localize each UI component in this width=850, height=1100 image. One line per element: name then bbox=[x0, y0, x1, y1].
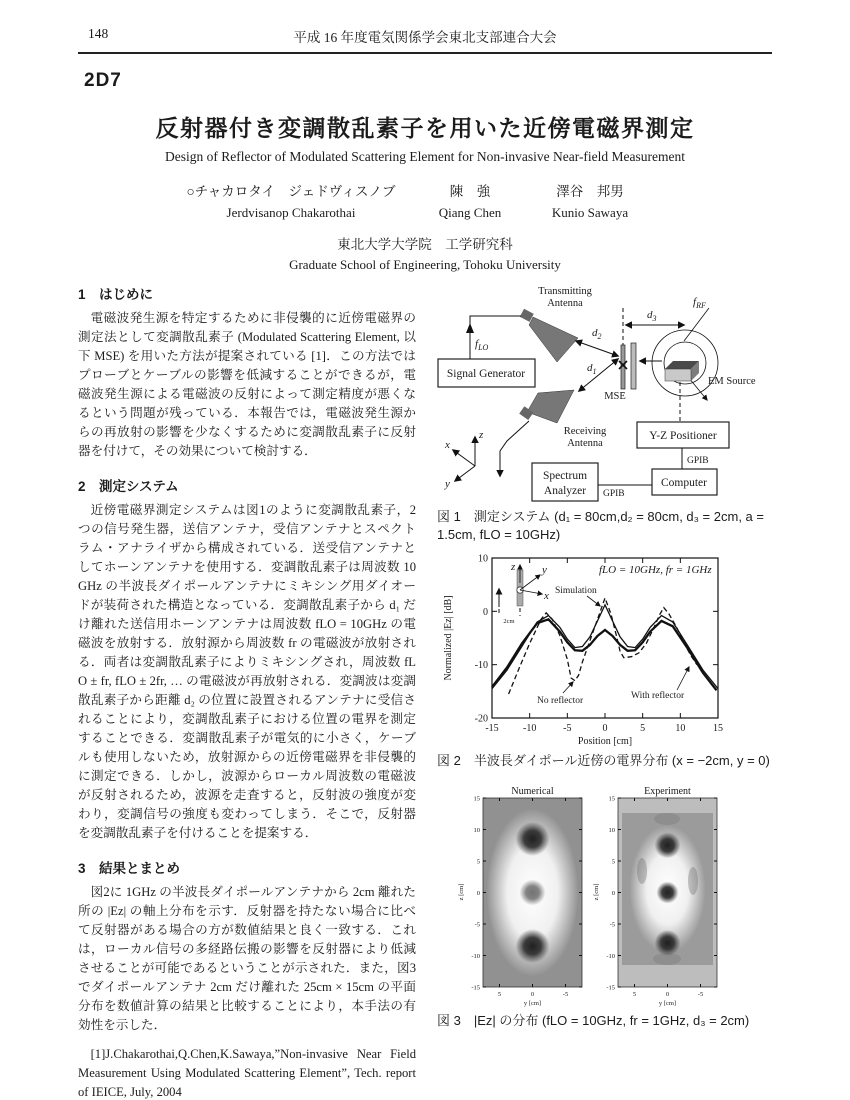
x-axis bbox=[453, 450, 475, 466]
affiliation-ja: 東北大学大学院 工学研究科 bbox=[337, 237, 513, 252]
field-dark-spot bbox=[516, 822, 550, 856]
f-lo-base: f bbox=[475, 338, 479, 350]
section-1-body: 電磁波発生源を特定するために非侵襲的に近傍電磁界の測定法として変調散乱素子 (Modulated Scattering Element, 以下 MSE) を用いた方法が提案されている [1]．この方法ではプローブとケーブルの影響を低減することができるが，電磁波発生源による電磁波の反射によって測定精度が悪くなるという問題が残っている．本報告では，電磁波発生源からの再放射の影響を少なくするために変調散乱素子に反射器を付けて，その効果について検討する． bbox=[78, 311, 416, 458]
d3-base: d bbox=[647, 309, 653, 321]
inset-x-label: x bbox=[544, 590, 549, 602]
f-lo-sub: LO bbox=[478, 343, 489, 352]
coordinate-axes bbox=[444, 429, 484, 490]
simulation-pointer bbox=[587, 596, 600, 606]
z-tick-label: 10 bbox=[473, 827, 480, 834]
no-reflector-pointer bbox=[563, 682, 573, 693]
inset-z-label: z bbox=[511, 561, 516, 573]
numerical-title: Numerical bbox=[511, 786, 554, 797]
y-tick-label: 0 bbox=[530, 991, 535, 998]
field-dark-spot bbox=[655, 930, 681, 956]
x-tick-label: 15 bbox=[713, 723, 723, 734]
d2-label bbox=[592, 327, 602, 341]
d3-label bbox=[647, 309, 657, 323]
inset-x-axis bbox=[520, 590, 542, 594]
x-tick-label: -10 bbox=[522, 723, 537, 734]
figure-1-caption: 図 1 測定システム (d₁ = 80cm,d₂ = 80cm, d₃ = 2cm, a = 1.5cm, fLO = 10GHz) bbox=[437, 509, 764, 542]
field-dark-spot bbox=[655, 832, 681, 858]
tx-horn-antenna-icon bbox=[529, 317, 578, 362]
z-tick-label: 10 bbox=[608, 827, 615, 834]
y-tick-label: 0 bbox=[483, 606, 488, 618]
y-tick-label: -5 bbox=[562, 991, 569, 998]
d1-arrow bbox=[579, 359, 618, 391]
em-source-label: EM Source bbox=[708, 376, 756, 387]
header-rule bbox=[78, 52, 772, 54]
lo-arrowhead bbox=[466, 323, 474, 333]
z-tick-label: 0 bbox=[476, 890, 480, 897]
z-tick-label: 15 bbox=[473, 795, 480, 803]
computer-label: Computer bbox=[661, 477, 707, 489]
d2-sub: 2 bbox=[597, 332, 602, 341]
f-rf-base: f bbox=[693, 296, 697, 308]
author-1-en: Jerdvisanop Chakarothai bbox=[226, 205, 356, 220]
y-axis-title: Normalized |Ez| [dB] bbox=[443, 595, 454, 681]
z-tick-label: -5 bbox=[474, 921, 480, 929]
section-3-body: 図2に 1GHz の半波長ダイポールアンテナから 2cm 離れた所の |Ez| の軸上分布を示す．反射器を持たない場合に比べて反射器がある場合の方が数値結果と良く一致する．これは，ローカル信号の多経路伝搬の影響を反射器により低減させることが可能であるということが示された．また，図3でダイポールアンテナ 2cm だけ離れた 25cm × 15cm の平面分布を数値計算の結果と比較することにより，本手法の有効性を示した． bbox=[78, 885, 416, 1032]
z-tick-label: -10 bbox=[471, 953, 480, 960]
x-tick-label: 5 bbox=[640, 723, 646, 734]
figure-3-caption: 図 3 |Ez| の分布 (fLO = 10GHz, fr = 1GHz, d₃ = 2cm) bbox=[437, 1013, 750, 1028]
affiliation bbox=[0, 233, 850, 273]
x-tick-label: 10 bbox=[675, 723, 686, 734]
y-tick-label: 5 bbox=[497, 991, 502, 998]
field-dark-spot bbox=[516, 929, 550, 963]
dipole-inset bbox=[499, 561, 549, 625]
experiment-xlabel: y [cm] bbox=[658, 1000, 677, 1007]
d2-arrow bbox=[576, 341, 618, 356]
signal-generator-label: Signal Generator bbox=[446, 368, 526, 380]
x-axis-label: x bbox=[445, 439, 450, 451]
affiliation-en: Graduate School of Engineering, Tohoku University bbox=[289, 257, 561, 272]
d1-sub: 1 bbox=[592, 367, 597, 376]
z-tick-label: 5 bbox=[476, 858, 480, 866]
y-tick-label: 0 bbox=[665, 991, 670, 998]
y-axis-label: y bbox=[445, 478, 450, 490]
author-3 bbox=[530, 180, 650, 221]
y-tick-label: -5 bbox=[697, 991, 704, 998]
analyzer-label: Analyzer bbox=[543, 485, 587, 497]
author-2-en: Qiang Chen bbox=[438, 205, 502, 220]
rf-ray-arrow bbox=[689, 378, 707, 400]
z-tick-label: -15 bbox=[606, 984, 615, 992]
y-axis bbox=[455, 466, 475, 481]
em-source-box-front bbox=[665, 369, 691, 381]
experiment-noise-blotch bbox=[637, 858, 647, 884]
section-3-heading: 3 結果とまとめ bbox=[78, 861, 181, 876]
author-3-en: Kunio Sawaya bbox=[551, 205, 629, 220]
gpib-label-b: GPIB bbox=[687, 456, 709, 466]
author-1 bbox=[176, 180, 406, 221]
figure-2-plot bbox=[437, 550, 775, 748]
d1-base: d bbox=[587, 362, 593, 374]
spectrum-label: Spectrum bbox=[542, 470, 588, 482]
figure-2-caption: 図 2 半波長ダイポール近傍の電界分布 (x = −2cm, y = 0) bbox=[437, 753, 770, 768]
d1-label bbox=[587, 362, 597, 376]
y-tick-label: 5 bbox=[632, 991, 637, 998]
d3-sub: 3 bbox=[652, 314, 657, 323]
field-dark-spot bbox=[657, 882, 679, 904]
plot-series bbox=[492, 598, 718, 694]
z-tick-label: -15 bbox=[471, 984, 480, 992]
rx-horn-antenna-icon bbox=[527, 390, 574, 423]
z-tick-label: 5 bbox=[611, 858, 615, 866]
author-1-ja: ○チャカロタイ ジェドヴィスノブ bbox=[186, 184, 396, 199]
receiving-antenna-label: Receiving bbox=[563, 426, 607, 437]
x-tick-label: 0 bbox=[602, 723, 608, 734]
experiment-title: Experiment bbox=[644, 786, 691, 797]
x-axis-title: Position [cm] bbox=[577, 736, 633, 747]
section-1-heading: 1 はじめに bbox=[78, 287, 154, 302]
author-3-ja: 澤谷 邦男 bbox=[556, 184, 624, 199]
f-lo-label bbox=[475, 338, 489, 352]
experiment-noise-blotch2 bbox=[688, 867, 698, 895]
transmitting-antenna-label: Transmitting bbox=[538, 286, 592, 297]
x-tick-label: -15 bbox=[485, 723, 499, 734]
paper-title-ja: 反射器付き変調散乱素子を用いた近傍電磁界測定 bbox=[155, 115, 695, 141]
left-column bbox=[78, 283, 416, 1100]
inset-y-label: y bbox=[542, 564, 547, 576]
experiment-ylabel: z [cm] bbox=[593, 883, 600, 901]
page-number: 148 bbox=[88, 26, 109, 41]
f-rf-sub: RF bbox=[696, 301, 706, 310]
plot-annotation: fLO = 10GHz, fr = 1GHz bbox=[599, 564, 712, 576]
with-reflector-pointer bbox=[677, 667, 689, 690]
transmitting-antenna-label2: Antenna bbox=[547, 298, 583, 309]
yz-positioner-label: Y-Z Positioner bbox=[649, 430, 717, 442]
field-dark-spot bbox=[520, 880, 546, 906]
mse-label: MSE bbox=[604, 391, 626, 402]
paper-title-en: Design of Reflector of Modulated Scattering Element for Non-invasive Near-field Measurement bbox=[164, 149, 686, 164]
z-axis-label: z bbox=[479, 429, 484, 441]
gpib-label-a: GPIB bbox=[603, 489, 625, 499]
rx-cable-line bbox=[500, 421, 529, 476]
simulation-label: Simulation bbox=[555, 586, 597, 596]
section-2-heading: 2 測定システム bbox=[78, 479, 179, 494]
series-no-reflector bbox=[509, 598, 697, 694]
author-2-ja: 陳 強 bbox=[449, 184, 491, 199]
experiment-noise-blotch3 bbox=[654, 813, 680, 825]
x-tick-label: -5 bbox=[563, 723, 572, 734]
author-2 bbox=[420, 180, 520, 221]
z-tick-label: 0 bbox=[611, 890, 615, 897]
experiment-panel bbox=[606, 796, 717, 999]
reference-1: [1]J.Chakarothai,Q.Chen,K.Sawaya,”Non-invasive Near Field Measurement Using Modulated Scattering Element”, Tech. report of IEICE, July, 2004 bbox=[78, 1047, 416, 1099]
figure-3-heatmaps bbox=[437, 786, 775, 1008]
rf-ray-line bbox=[684, 308, 709, 341]
inset-dim-label: 2cm bbox=[503, 618, 515, 625]
y-tick-label: -20 bbox=[474, 713, 488, 725]
conference-header: 平成 16 年度電気関係学会東北支部連合大会 bbox=[293, 30, 557, 45]
z-tick-label: -5 bbox=[609, 921, 615, 929]
reflector-bar bbox=[631, 343, 636, 389]
numerical-xlabel: y [cm] bbox=[523, 1000, 542, 1007]
numerical-panel bbox=[471, 796, 582, 999]
section-2-body: 近傍電磁界測定システムは図1のように変調散乱素子，2つの信号発生器，送信アンテナ，受信アンテナとスペクトラム・アナライザから構成されている．送受信アンテナとしてホーンアンテナを使用する．変調散乱素子は周波数 10GHz の半波長ダイポールアンテナにミキシング用ダイオードが装荷された構造となっている．変調散乱素子から d₁ だけ離れた送信用ホーンアンテナは周波数 fLO = 10GHz の電磁波を放射する．放射源から周波数 fr の電磁波が放射される．両者は変調散乱素子によりミキシングされ，周波数 fLO ± fr, fLO ± 2fr, … の電磁波が再放射される．変調波は変調散乱素子から距離 d₂ の位置に設置されるアンテナに受信されることにより，変調散乱素子における位置の電界を測定することできる．変調散乱素子が電気的に小さく，ケーブルも使用しないため，放射源からの近傍電磁界を非侵襲的に測定できる．しかし，波源からローカル周波数の電磁波が反射されるため，波源を走査すると，反射波の強度が変わり，変調信号の強度も変わってしまう．そこで，反射器を変調散乱素子を付けることを提案する． bbox=[78, 503, 416, 840]
z-tick-label: 15 bbox=[608, 795, 615, 803]
receiving-antenna-label2: Antenna bbox=[567, 438, 603, 449]
d2-base: d bbox=[592, 327, 598, 339]
paper-id: 2D7 bbox=[84, 70, 122, 91]
f-rf-label bbox=[693, 296, 706, 310]
no-reflector-label: No reflector bbox=[537, 696, 584, 706]
with-reflector-label: With reflector bbox=[631, 691, 685, 701]
y-tick-label: -10 bbox=[474, 660, 488, 672]
figure-1-diagram bbox=[437, 283, 775, 505]
y-tick-label: 10 bbox=[478, 553, 488, 565]
numerical-ylabel: z [cm] bbox=[458, 883, 465, 901]
z-tick-label: -10 bbox=[606, 953, 615, 960]
